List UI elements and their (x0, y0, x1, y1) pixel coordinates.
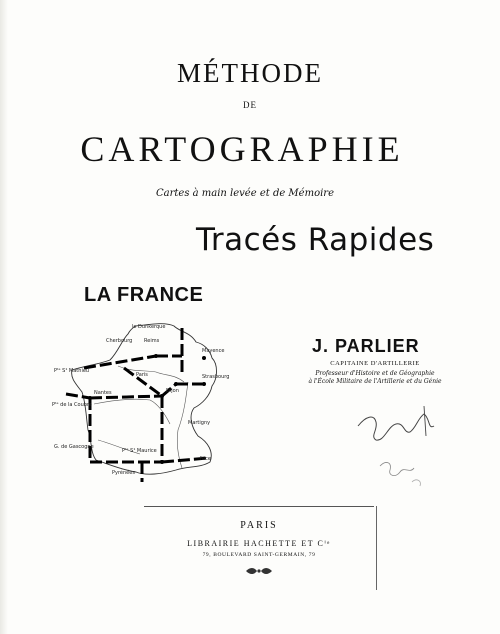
city-marker (202, 382, 206, 386)
map-label-gascogne: G. de Gascogne (54, 444, 94, 450)
map-label-pointe: Pᵗᵉ S¹ Maurice (122, 448, 157, 454)
construction-line (66, 394, 90, 398)
map-label-cherbourg: Cherbourg (106, 338, 133, 344)
page-spine-shadow (0, 0, 8, 634)
map-label-brest: Pᵗᵉ S¹ Mathieu (54, 368, 90, 374)
imprint-vertical-rule (376, 506, 377, 590)
city-marker (160, 460, 164, 464)
author-name: J. PARLIER (312, 336, 420, 356)
map-label-la-coubre: Pᵗᵉ de la Coubre (52, 402, 92, 408)
imprint-publisher: LIBRAIRIE HACHETTE ET Cⁱᵉ (187, 539, 331, 548)
city-marker (154, 354, 158, 358)
river-loire (94, 399, 170, 424)
city-marker (202, 356, 206, 360)
city-marker (174, 382, 178, 386)
author-rank: CAPITAINE D'ARTILLERIE (330, 360, 420, 367)
construction-line (84, 356, 156, 368)
author-position-2: à l'École Militaire de l'Artillerie et du Génie (308, 378, 442, 385)
map-label-paris: Paris (136, 372, 148, 378)
france-sketch-map (52, 312, 292, 496)
river-rhone (177, 382, 188, 468)
imprint-city: PARIS (240, 520, 278, 531)
map-label-nice: Nice (200, 456, 211, 462)
title-line-1: MÉTHODE (177, 58, 323, 88)
map-label-dunkerque: le Dunkerque (132, 324, 166, 330)
imprint-address: 79, BOULEVARD SAINT-GERMAIN, 79 (202, 552, 316, 558)
city-marker (88, 396, 92, 400)
traces-heading: Tracés Rapides (196, 222, 435, 258)
map-label-pyrenees: Pyrénées (112, 470, 135, 476)
river-seine (118, 366, 184, 382)
map-label-dijon: Dijon (166, 388, 179, 394)
author-position-1: Professeur d'Histoire et de Géographie (315, 370, 435, 377)
ornament-icon (244, 566, 274, 576)
map-label-reims: Reims (144, 338, 160, 344)
map-label-nantes: Nantes (94, 390, 112, 396)
construction-line (90, 396, 162, 398)
city-marker (160, 394, 164, 398)
map-label-strasbourg: Strasbourg (202, 374, 230, 380)
imprint-rule (144, 506, 374, 507)
map-label-martigny: Martigny (188, 420, 211, 426)
region-heading: LA FRANCE (84, 284, 204, 306)
handwritten-signature (352, 396, 442, 496)
map-label-mayence: Mayence (202, 348, 225, 354)
title-line-2: CARTOGRAPHIE (80, 129, 404, 169)
title-connector: DE (243, 100, 257, 110)
subtitle: Cartes à main levée et de Mémoire (156, 188, 334, 199)
